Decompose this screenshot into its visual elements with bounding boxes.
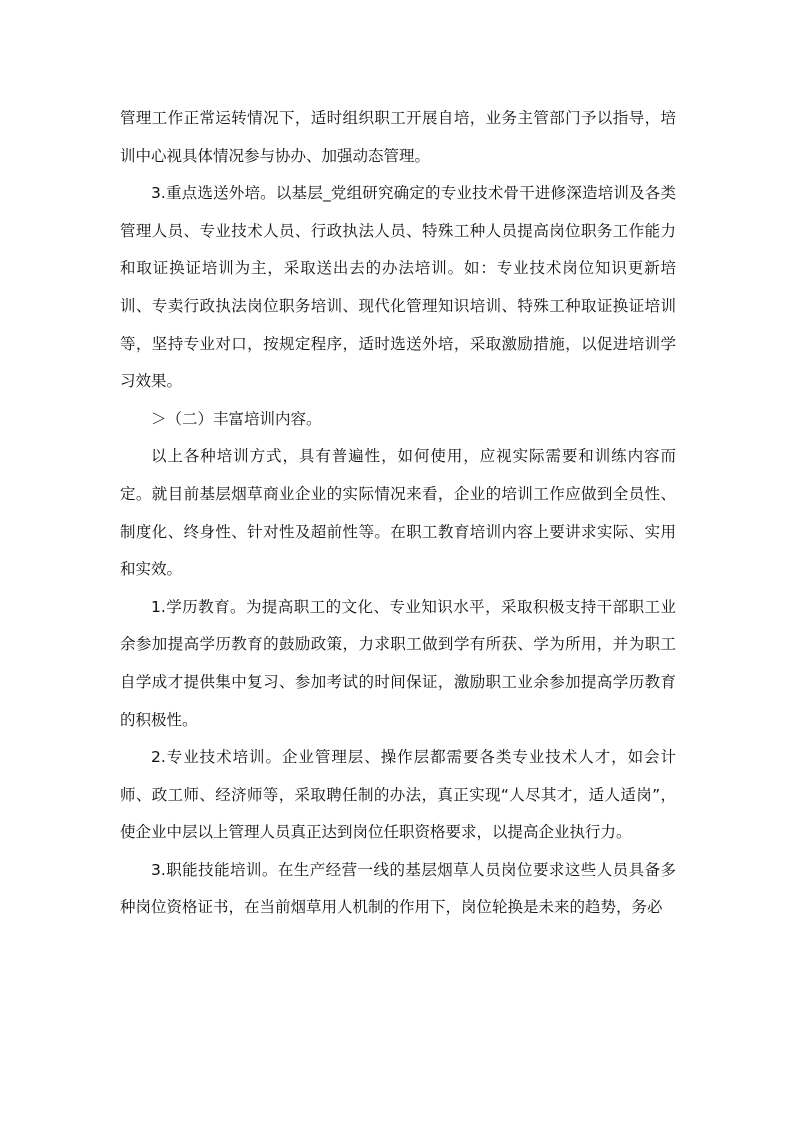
paragraph-2: 3.重点选送外培。以基层_党组研究确定的专业技术骨干进修深造培训及各类管理人员、专业技术人员、行政执法人员、特殊工种人员提高岗位职务工作能力和取证换证培训为主，采取送出去的办法培训。如：专业技术岗位知识更新培训、专卖行政执法岗位职务培训、现代化管理知识培训、特殊工种取证换证培训等，坚持专业对口，按规定程序，适时选送外培，采取激励措施，以促进培训学习效果。 <box>120 184 676 391</box>
paragraph-1: 管理工作正常运转情况下，适时组织职工开展自培，业务主管部门予以指导，培训中心视具体情况参与协办、加强动态管理。 <box>120 109 676 165</box>
paragraph-6: 2.专业技术培训。企业管理层、操作层都需要各类专业技术人才，如会计师、政工师、经济师等，采取聘任制的办法，真正实现“人尽其才，适人适岗”，使企业中层以上管理人员真正达到岗位任职资格要求，以提高企业执行力。 <box>120 748 676 842</box>
paragraph-3-section-heading: ＞（二）丰富培训内容。 <box>151 409 322 428</box>
paragraph-5: 1.学历教育。为提高职工的文化、专业知识水平，采取积极支持干部职工业余参加提高学历教育的鼓励政策，力求职工做到学有所获、学为所用，并为职工自学成才提供集中复习、参加考试的时间保证，激励职工业余参加提高学历教育的积极性。 <box>120 597 676 729</box>
paragraph-4: 以上各种培训方式，具有普遍性，如何使用，应视实际需要和训练内容而定。就目前基层烟草商业企业的实际情况来看，企业的培训工作应做到全员性、制度化、终身性、针对性及超前性等。在职工教育培训内容上要讲求实际、实用和实效。 <box>120 447 676 579</box>
document-body <box>120 100 676 927</box>
paragraph-7: 3.职能技能培训。在生产经营一线的基层烟草人员岗位要求这些人员具备多种岗位资格证书，在当前烟草用人机制的作用下，岗位轮换是未来的趋势，务必 <box>120 860 676 917</box>
